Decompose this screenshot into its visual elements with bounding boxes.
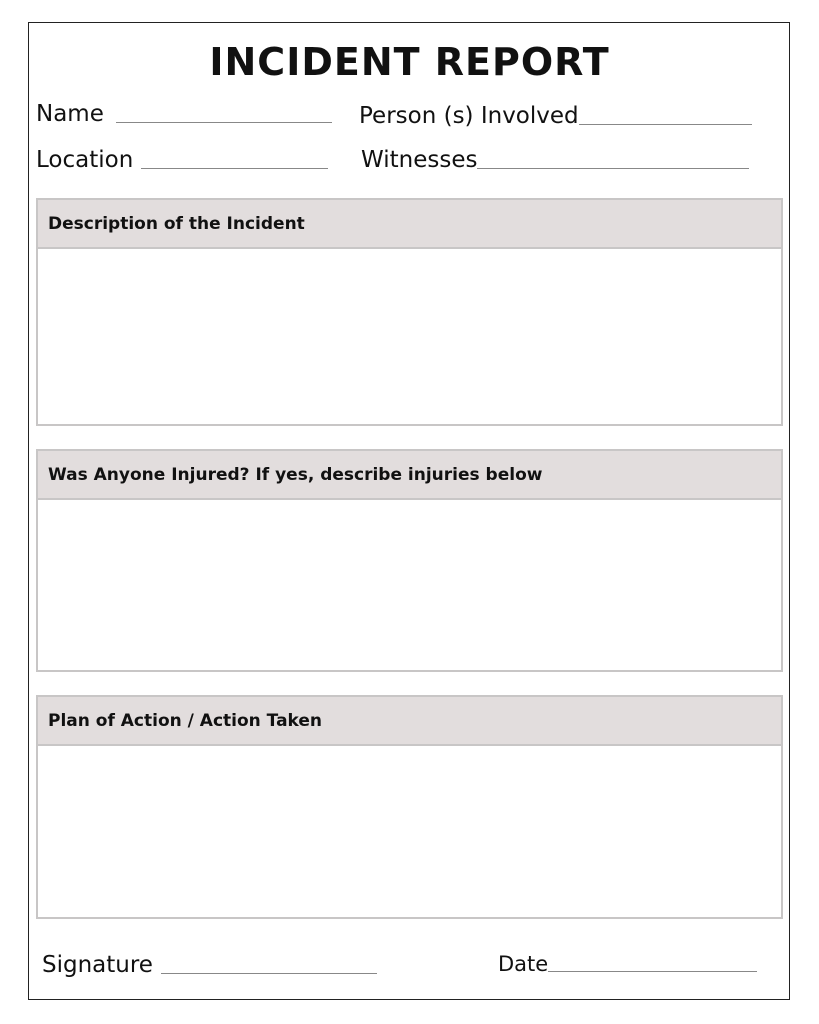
signature-label: Signature (42, 952, 153, 978)
location-field[interactable] (36, 149, 328, 172)
date-field[interactable] (498, 954, 757, 975)
injuries-title: Was Anyone Injured? If yes, describe injuries below (48, 464, 543, 485)
witnesses-line[interactable] (477, 168, 749, 169)
injuries-header (38, 451, 781, 500)
name-label: Name (36, 101, 104, 127)
persons-involved-field[interactable] (359, 105, 752, 128)
name-line[interactable] (116, 122, 332, 123)
date-label: Date (498, 952, 549, 976)
signature-field[interactable] (42, 954, 377, 977)
witnesses-label: Witnesses (361, 147, 478, 173)
signature-line[interactable] (161, 973, 377, 974)
action-title: Plan of Action / Action Taken (48, 710, 323, 731)
description-title: Description of the Incident (48, 213, 305, 234)
page-title: INCIDENT REPORT (209, 40, 610, 84)
action-section (36, 695, 783, 919)
description-section (36, 198, 783, 426)
injuries-input-area[interactable] (38, 500, 781, 670)
location-label: Location (36, 147, 134, 173)
name-field[interactable] (36, 103, 332, 126)
injuries-section (36, 449, 783, 672)
action-header (38, 697, 781, 746)
description-header (38, 200, 781, 249)
date-line[interactable] (548, 971, 757, 972)
witnesses-field[interactable] (361, 149, 749, 172)
persons-involved-label: Person (s) Involved (359, 103, 579, 129)
persons-involved-line[interactable] (579, 124, 752, 125)
action-input-area[interactable] (38, 746, 781, 917)
location-line[interactable] (141, 168, 328, 169)
description-input-area[interactable] (38, 249, 781, 424)
